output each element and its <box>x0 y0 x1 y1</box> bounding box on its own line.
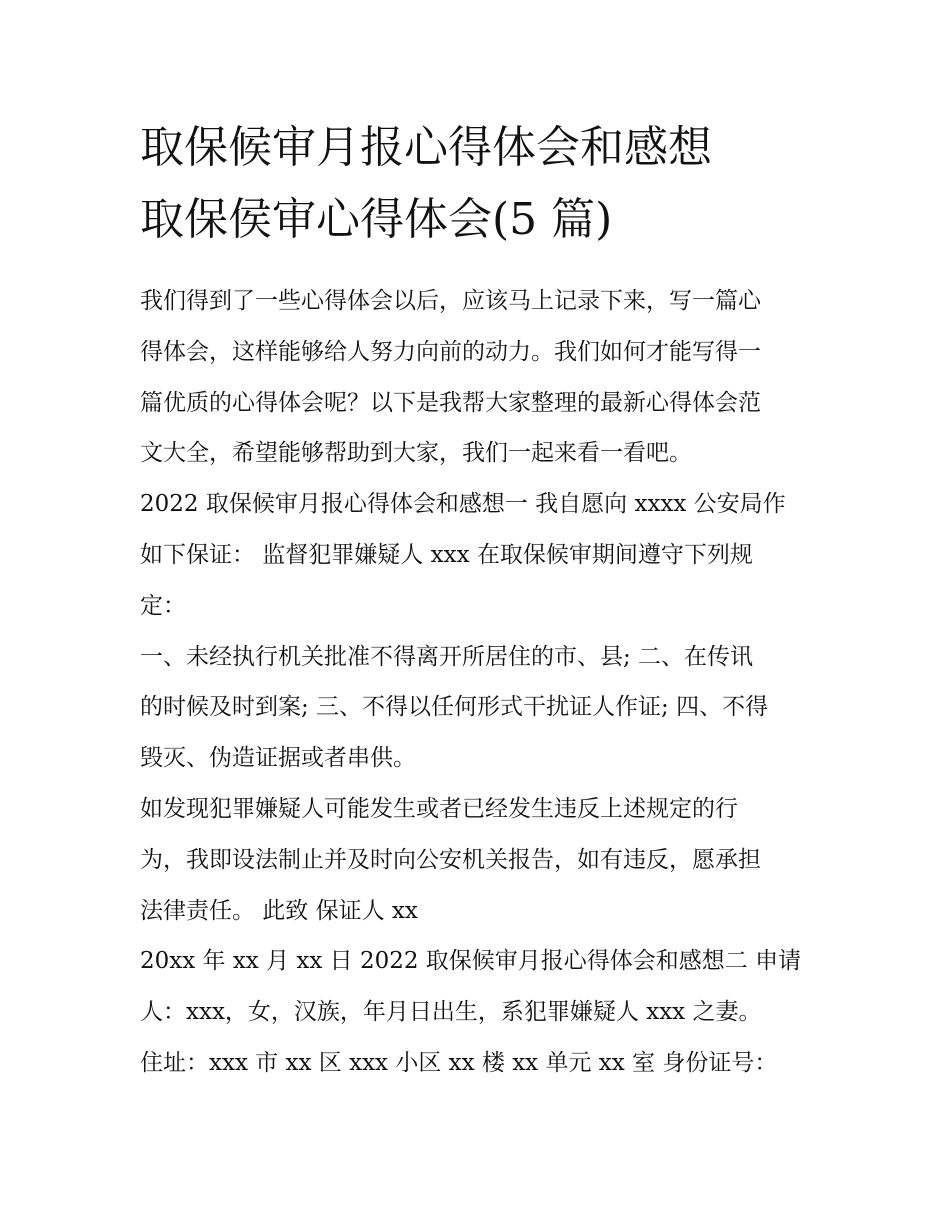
body-line: 毁灭、伪造证据或者串供。 <box>140 745 416 772</box>
body-line: 如下保证： 监督犯罪嫌疑人 xxx 在取保候审期间遵守下列规 <box>140 541 753 568</box>
body-line: 2022 取保候审月报心得体会和感想一 我自愿向 xxxx 公安局作 <box>140 491 786 518</box>
body-line: 为，我即设法制止并及时向公安机关报告，如有违反，愿承担 <box>140 846 761 873</box>
body-line: 住址：xxx 市 xx 区 xxx 小区 xx 楼 xx 单元 xx 室 身份证号： <box>140 1049 778 1076</box>
body-line: 20xx 年 xx 月 xx 日 2022 取保候审月报心得体会和感想二 申请 <box>140 948 802 975</box>
document-title <box>140 112 840 256</box>
body-line: 的时候及时到案; 三、不得以任何形式干扰证人作证; 四、不得 <box>140 694 769 721</box>
document-body <box>140 276 820 1089</box>
body-line: 一、未经执行机关批准不得离开所居住的市、县; 二、在传讯 <box>140 643 754 670</box>
body-line: 人：xxx，女，汉族，年月日出生，系犯罪嫌疑人 xxx 之妻。 <box>140 999 762 1026</box>
body-line: 我们得到了一些心得体会以后，应该马上记录下来，写一篇心 <box>140 288 761 314</box>
body-line: 定： <box>140 592 186 619</box>
title-line-1: 取保候审月报心得体会和感想 <box>140 122 712 173</box>
body-line: 法律责任。 此致 保证人 xx <box>140 897 418 924</box>
title-line-2: 取保侯审心得体会(5 篇) <box>140 194 613 245</box>
body-line: 文大全，希望能够帮助到大家，我们一起来看一看吧。 <box>140 440 692 467</box>
body-line: 得体会，这样能够给人努力向前的动力。我们如何才能写得一 <box>140 338 761 365</box>
body-line: 篇优质的心得体会呢？以下是我帮大家整理的最新心得体会范 <box>140 389 761 416</box>
body-line: 如发现犯罪嫌疑人可能发生或者已经发生违反上述规定的行 <box>140 795 738 822</box>
